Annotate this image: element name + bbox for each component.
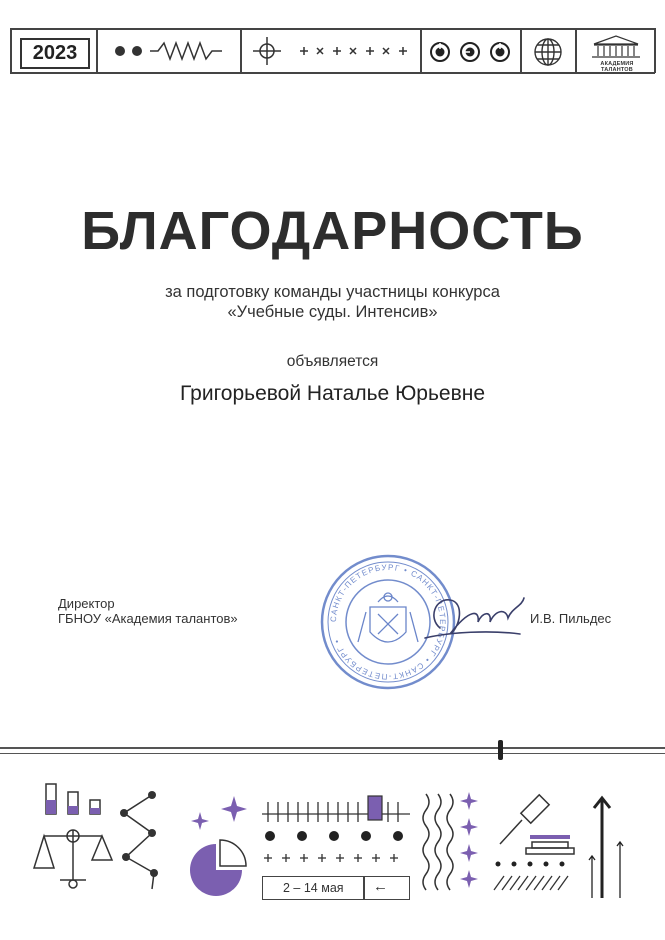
signer-role-line-2: ГБНОУ «Академия талантов»: [58, 611, 238, 626]
header-divider: [240, 28, 242, 73]
waves-icon: [418, 790, 458, 900]
footer-rule: [0, 747, 665, 749]
header-divider: [520, 28, 522, 73]
signer-role-line-1: Директор: [58, 596, 115, 611]
logo-text: АКАДЕМИЯ ТАЛАНТОВ: [600, 61, 634, 73]
footer-marker: [498, 740, 503, 760]
sparkles-column-icon: [458, 790, 480, 900]
growth-arrows-icon: [584, 790, 632, 902]
slider-grid-icon: [260, 792, 412, 872]
signature-scribble: [420, 588, 530, 650]
knobs-icon: [428, 40, 516, 64]
header-divider: [575, 28, 577, 73]
crosshair-icon: [252, 36, 282, 66]
recipient-name: Григорьевой Наталье Юрьевне: [179, 382, 486, 405]
header-divider: [654, 28, 656, 73]
gavel-icon: [492, 790, 580, 900]
globe-icon: [533, 37, 563, 67]
academy-logo: [588, 34, 644, 60]
dates-box: [262, 876, 410, 900]
pie-sparkle-icon: [178, 786, 258, 896]
event-dates: 2 – 14 мая: [283, 881, 344, 895]
certificate-title: БЛАГОДАРНОСТЬ: [81, 201, 584, 261]
header-divider: [10, 28, 12, 73]
header-bottom-rule: [10, 72, 655, 74]
scales-icon: [30, 780, 120, 898]
header-divider: [420, 28, 422, 73]
announce-text: объявляется: [286, 353, 379, 370]
year-badge: 2023: [20, 38, 90, 69]
dots-wave-icon: [110, 38, 230, 64]
plus-x-row-icon: [296, 42, 416, 60]
purpose-line-2: «Учебные суды. Интенсив»: [227, 303, 438, 321]
signer-name: И.В. Пильдес: [530, 611, 612, 626]
header-divider: [96, 28, 98, 73]
purpose-line-1: за подготовку команды участницы конкурса: [165, 283, 500, 301]
dates-divider: [363, 877, 365, 899]
footer-rule-thin: [0, 753, 665, 754]
svg-text:САНКТ-ПЕТЕРБУРГ • САНКТ-ПЕТЕРБ: САНКТ-ПЕТЕРБУРГ • САНКТ-ПЕТЕРБУРГ • САНКТ-ПЕТЕРБУРГ •: [328, 562, 448, 682]
header-top-rule: [10, 28, 655, 30]
signer-role: [58, 596, 238, 626]
graph-nodes-icon: [112, 785, 172, 897]
arrow-left-icon: ←: [373, 878, 388, 895]
